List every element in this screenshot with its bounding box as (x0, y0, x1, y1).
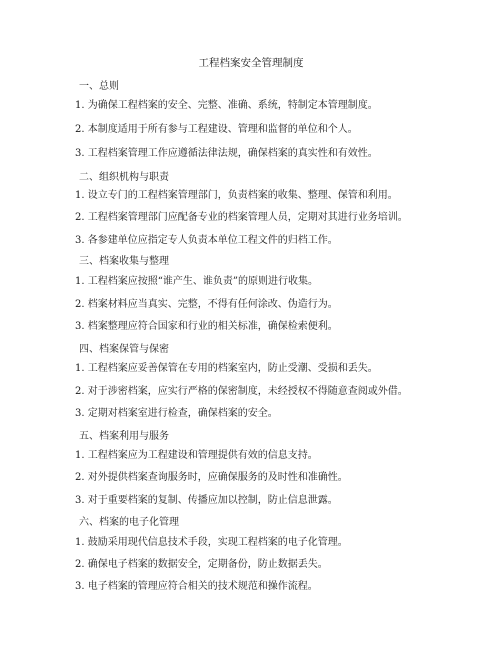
section-heading-storage: 四、档案保管与保密 (79, 344, 169, 355)
section-item: 2. 本制度适用于所有参与工程建设、管理和监督的单位和个人。 (75, 124, 358, 135)
section-heading-organization: 二、组织机构与职责 (79, 172, 169, 183)
section-heading-digitization: 六、档案的电子化管理 (79, 517, 179, 528)
section-item: 2. 对外提供档案查询服务时，应确保服务的及时性和准确性。 (75, 472, 348, 483)
section-item: 2. 对于涉密档案，应实行严格的保密制度，未经授权不得随意查阅或外借。 (75, 386, 408, 397)
section-item: 1. 工程档案应为工程建设和管理提供有效的信息支持。 (75, 450, 318, 461)
section-item: 3. 档案整理应符合国家和行业的相关标准，确保检索便利。 (75, 321, 338, 332)
section-item: 2. 工程档案管理部门应配备专业的档案管理人员，定期对其进行业务培训。 (75, 212, 408, 223)
section-item: 3. 各参建单位应指定专人负责本单位工程文件的归档工作。 (75, 235, 338, 246)
section-item: 1. 鼓励采用现代信息技术手段，实现工程档案的电子化管理。 (75, 537, 348, 548)
section-item: 3. 电子档案的管理应符合相关的技术规范和操作流程。 (75, 581, 318, 592)
section-item: 3. 工程档案管理工作应遵循法律法规，确保档案的真实性和有效性。 (75, 148, 378, 159)
document-title: 工程档案安全管理制度 (198, 57, 304, 69)
section-heading-utilization: 五、档案利用与服务 (79, 431, 169, 442)
section-item: 1. 工程档案应按照“谁产生、谁负责”的原则进行收集。 (75, 276, 318, 287)
section-item: 3. 定期对档案室进行检查，确保档案的安全。 (75, 408, 278, 419)
section-item: 3. 对于重要档案的复制、传播应加以控制，防止信息泄露。 (75, 495, 338, 506)
section-item: 1. 工程档案应妥善保管在专用的档案室内，防止受潮、受损和丢失。 (75, 363, 378, 374)
section-item: 1. 设立专门的工程档案管理部门，负责档案的收集、整理、保管和利用。 (75, 190, 398, 201)
section-heading-collection: 三、档案收集与整理 (79, 256, 169, 267)
section-item: 2. 档案材料应当真实、完整，不得有任何涂改、伪造行为。 (75, 299, 338, 310)
section-item: 2. 确保电子档案的数据安全，定期备份，防止数据丢失。 (75, 559, 328, 570)
section-heading-general: 一、总则 (79, 81, 119, 92)
section-item: 1. 为确保工程档案的安全、完整、准确、系统，特制定本管理制度。 (75, 100, 378, 111)
